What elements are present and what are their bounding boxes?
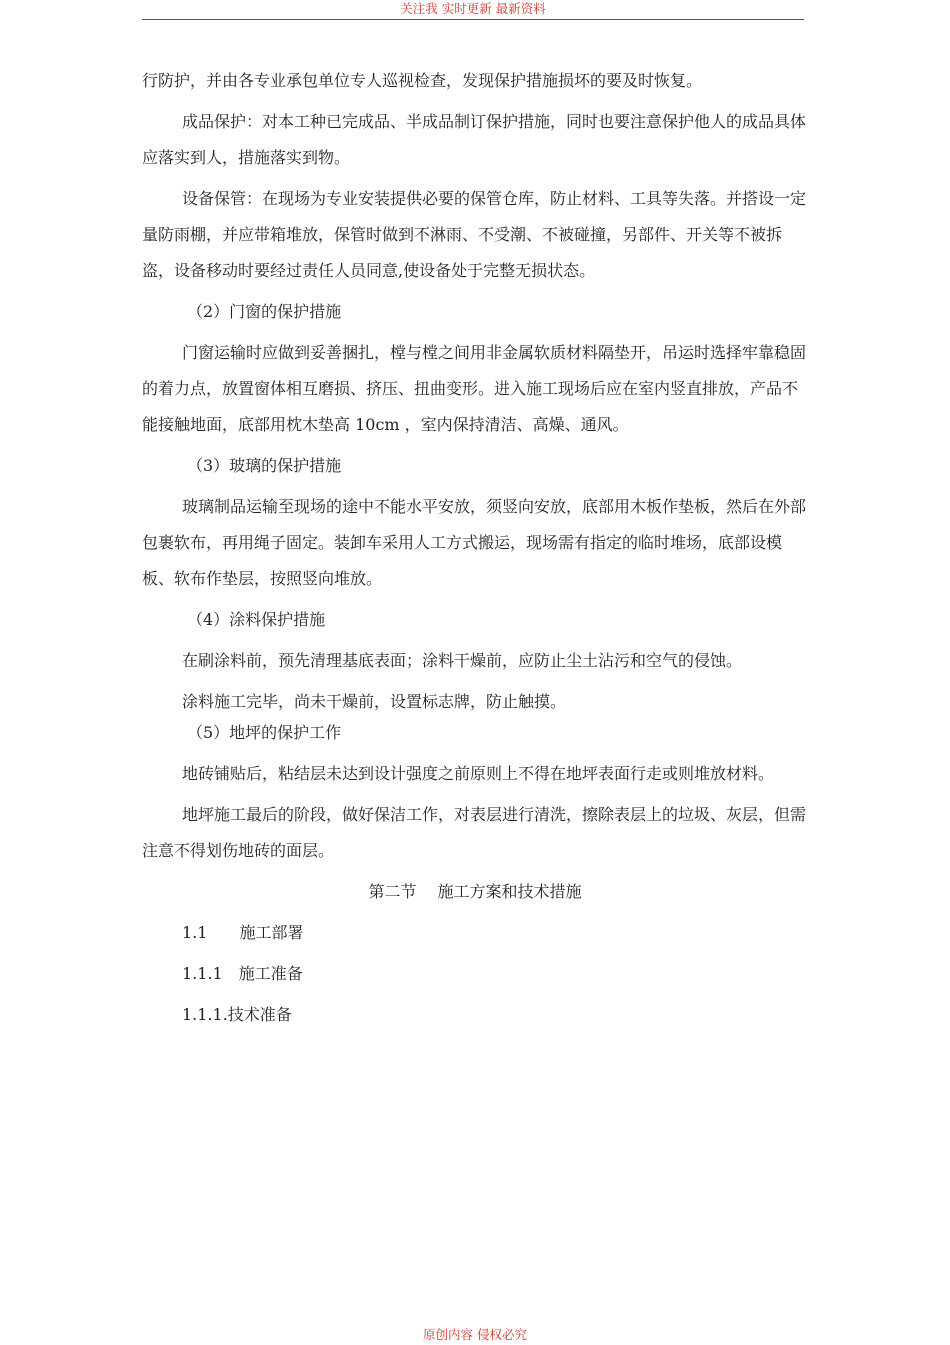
paragraph: 玻璃制品运输至现场的途中不能水平安放，须竖向安放，底部用木板作垫板，然后在外部包裹软布，再用绳子固定。装卸车采用人工方式搬运，现场需有指定的临时堆场，底部设模板、软布作垫层，按照竖向堆放。: [142, 497, 807, 588]
subheading: （2）门窗的保护措施: [187, 302, 342, 321]
paragraph: 地砖铺贴后，粘结层未达到设计强度之前原则上不得在地坪表面行走或则堆放材料。: [182, 764, 775, 783]
paragraph: 成品保护：对本工种已完成品、半成品制订保护措施，同时也要注意保护他人的成品具体应落实到人，措施落实到物。: [142, 112, 807, 167]
document-body: [142, 63, 808, 1038]
paragraph: 行防护，并由各专业承包单位专人巡视检查，发现保护措施损坏的要及时恢复。: [142, 71, 703, 90]
paragraph: 地坪施工最后的阶段，做好保洁工作，对表层进行清洗，擦除表层上的垃圾、灰层，但需注意不得划伤地砖的面层。: [142, 805, 807, 860]
page-footer: 原创内容 侵权必究: [423, 1327, 527, 1342]
subheading: （4）涂料保护措施: [187, 610, 326, 629]
paragraph: 涂料施工完毕，尚未干燥前，设置标志牌，防止触摸。: [182, 692, 567, 711]
page-header: 关注我 实时更新 最新资料: [142, 0, 804, 20]
subheading: （5）地坪的保护工作: [187, 723, 342, 742]
paragraph: 门窗运输时应做到妥善捆扎，樘与樘之间用非金属软质材料隔垫开，吊运时选择牢靠稳固的着力点，放置窗体相互磨损、挤压、扭曲变形。进入施工现场后应在室内竖直排放，产品不能接触地面，底部用枕木垫高 10cm ，室内保持清洁、高燥、通风。: [142, 343, 807, 434]
heading-1-1: 1.1 施工部署: [182, 923, 304, 942]
paragraph: 在刷涂料前，预先清理基底表面；涂料干燥前，应防止尘土沾污和空气的侵蚀。: [182, 651, 743, 670]
heading-1-1-1-1: 1.1.1.技术准备: [182, 1005, 292, 1024]
subheading: （3）玻璃的保护措施: [187, 456, 342, 475]
heading-1-1-1: 1.1.1 施工准备: [182, 964, 303, 983]
section-title: 第二节 施工方案和技术措施: [368, 882, 582, 901]
paragraph: 设备保管：在现场为专业安装提供必要的保管仓库，防止材料、工具等失落。并搭设一定量防雨棚，并应带箱堆放，保管时做到不淋雨、不受潮、不被碰撞，另部件、开关等不被拆盗，设备移动时要经过责任人员同意,使设备处于完整无损状态。: [142, 189, 807, 280]
